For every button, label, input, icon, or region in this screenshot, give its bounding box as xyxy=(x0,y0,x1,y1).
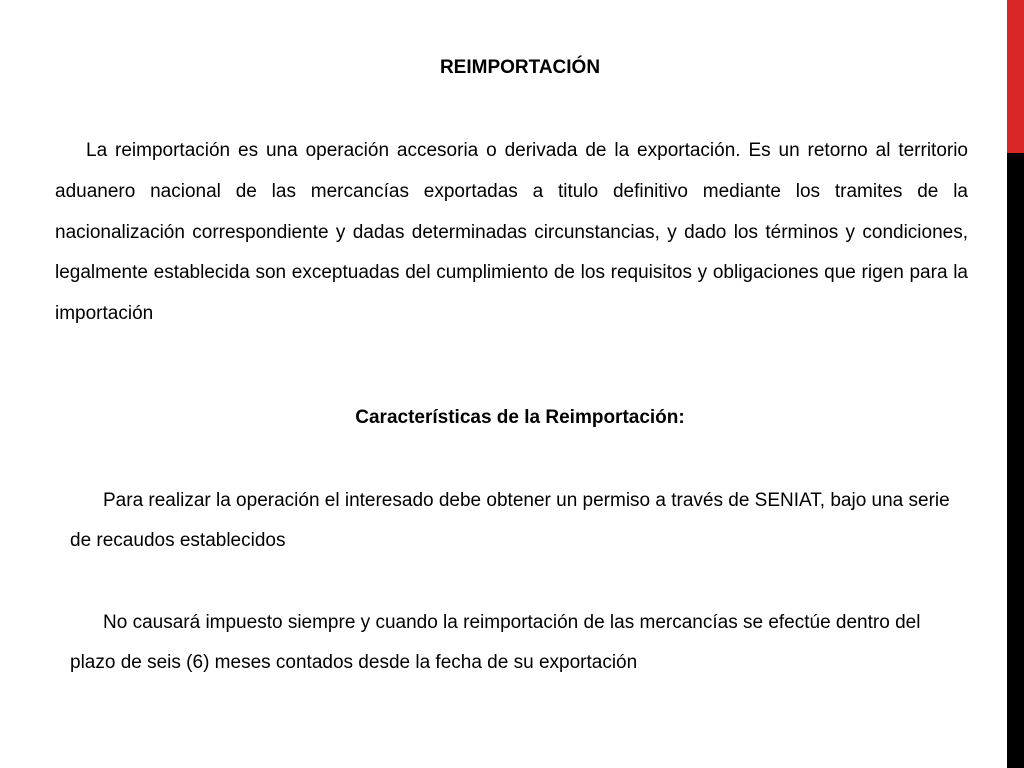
side-accent-bar xyxy=(1007,0,1024,768)
characteristic-paragraph: No causará impuesto siempre y cuando la reimportación de las mercancías se efectúe dentro del plazo de seis (6) meses contados desde la fecha de su exportación xyxy=(70,612,921,673)
characteristic-paragraph: Para realizar la operación el interesado debe obtener un permiso a través de SENIAT, bajo una serie de recaudos establecidos xyxy=(70,490,950,551)
side-accent-red xyxy=(1007,0,1024,153)
slide-title: REIMPORTACIÓN xyxy=(439,57,601,78)
characteristics-heading: Características de la Reimportación: xyxy=(355,407,685,428)
intro-paragraph: La reimportación es una operación accesoria o derivada de la exportación. Es un retorno al territorio aduanero nacional de las mercancías exportadas a titulo definitivo mediante los tramites de la nacionalización correspondiente y dadas determinadas circunstancias, y dado los términos y condiciones, legalmente establecida son exceptuadas del cumplimiento de los requisitos y obligaciones que rigen para la importación xyxy=(55,140,968,325)
